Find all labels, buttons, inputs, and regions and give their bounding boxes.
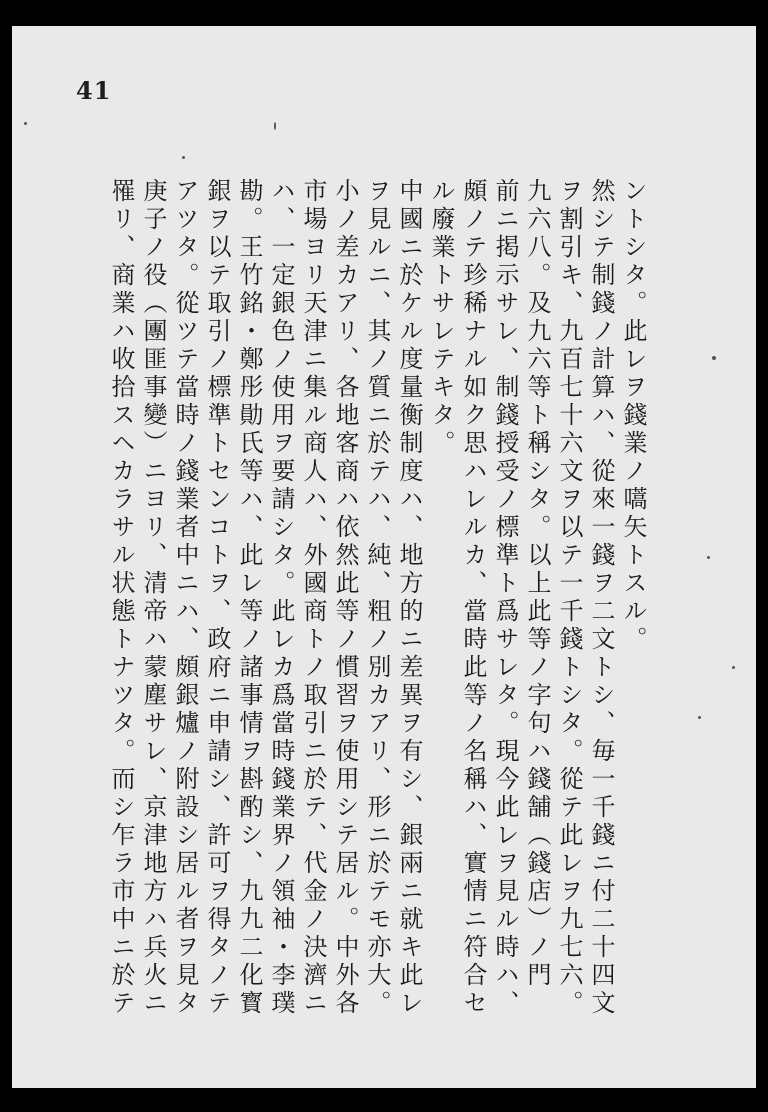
- text-column-11: 市場ヨリ天津ニ集ル商人ハ、外國商トノ取引ニ於テ、代金ノ決濟ニ: [299, 178, 327, 1018]
- text-column-17: 罹リ、商業ハ收拾スヘカラサル状態トナツタ。而シ乍ラ市中ニ於テ: [107, 178, 135, 1018]
- text-column-3: ヲ割引キ、九百七十六文ヲ以テ一千錢トシタ。從テ此レヲ九七六。: [555, 178, 583, 1018]
- text-column-13: 勘。王竹銘・鄭彤勛氏等ハ、此レ等ノ諸事情ヲ斟酌シ、九九二化寳: [235, 178, 263, 1018]
- scan-speck: [707, 556, 710, 559]
- text-column-9: ヲ見ルニ、其ノ質ニ於テハ、純、粗ノ別カアリ、形ニ於テモ亦大。: [363, 178, 391, 1018]
- text-column-7: ル廢業トサレテキタ。: [427, 178, 455, 458]
- scan-speck: [698, 716, 701, 719]
- text-column-1: ントシタ。此レヲ錢業ノ嚆矢トスル。: [619, 178, 647, 654]
- text-column-15: アツタ。從ツテ當時ノ錢業者中ニハ、頗銀爐ノ附設シ居ル者ヲ見タ: [171, 178, 199, 1018]
- body-text: [108, 178, 648, 1058]
- scan-speck: [732, 666, 735, 669]
- text-column-12: ハ、一定銀色ノ使用ヲ要請シタ。此レカ爲當時錢業界ノ領袖・李璞: [267, 178, 295, 1018]
- scan-speck: [274, 122, 276, 130]
- scan-speck: [182, 156, 185, 159]
- text-column-10: 小ノ差カアリ、各地客商ハ依然此等ノ慣習ヲ使用シテ居ル。中外各: [331, 178, 359, 1018]
- scan-speck: [712, 356, 716, 360]
- text-column-2: 然シテ制錢ノ計算ハ、從來一錢ヲ二文トシ、毎一千錢ニ付二十四文: [587, 178, 615, 1018]
- document-page: [12, 26, 756, 1088]
- text-column-14: 銀ヲ以テ取引ノ標準トセンコトヲ、政府ニ申請シ、許可ヲ得タノテ: [203, 178, 231, 1018]
- text-column-4: 九六八。及九六等ト稱シタ。以上此等ノ字句ハ錢舗（錢店）ノ門: [523, 178, 551, 990]
- scan-speck: [24, 122, 27, 125]
- page-number: 41: [76, 76, 112, 105]
- text-column-5: 前ニ掲示サレ、制錢授受ノ標準ト爲サレタ。現今此レヲ見ル時ハ、: [491, 178, 519, 1018]
- text-column-16: 庚子ノ役（團匪事變）ニヨリ、清帝ハ蒙塵サレ、京津地方ハ兵火ニ: [139, 178, 167, 1018]
- text-column-6: 頗ノテ珍稀ナル如ク思ハレルカ、當時此等ノ名稱ハ、實情ニ符合セ: [459, 178, 487, 1018]
- text-column-8: 中國ニ於ケル度量衡制度ハ、地方的ニ差異ヲ有シ、銀兩ニ就キ此レ: [395, 178, 423, 1018]
